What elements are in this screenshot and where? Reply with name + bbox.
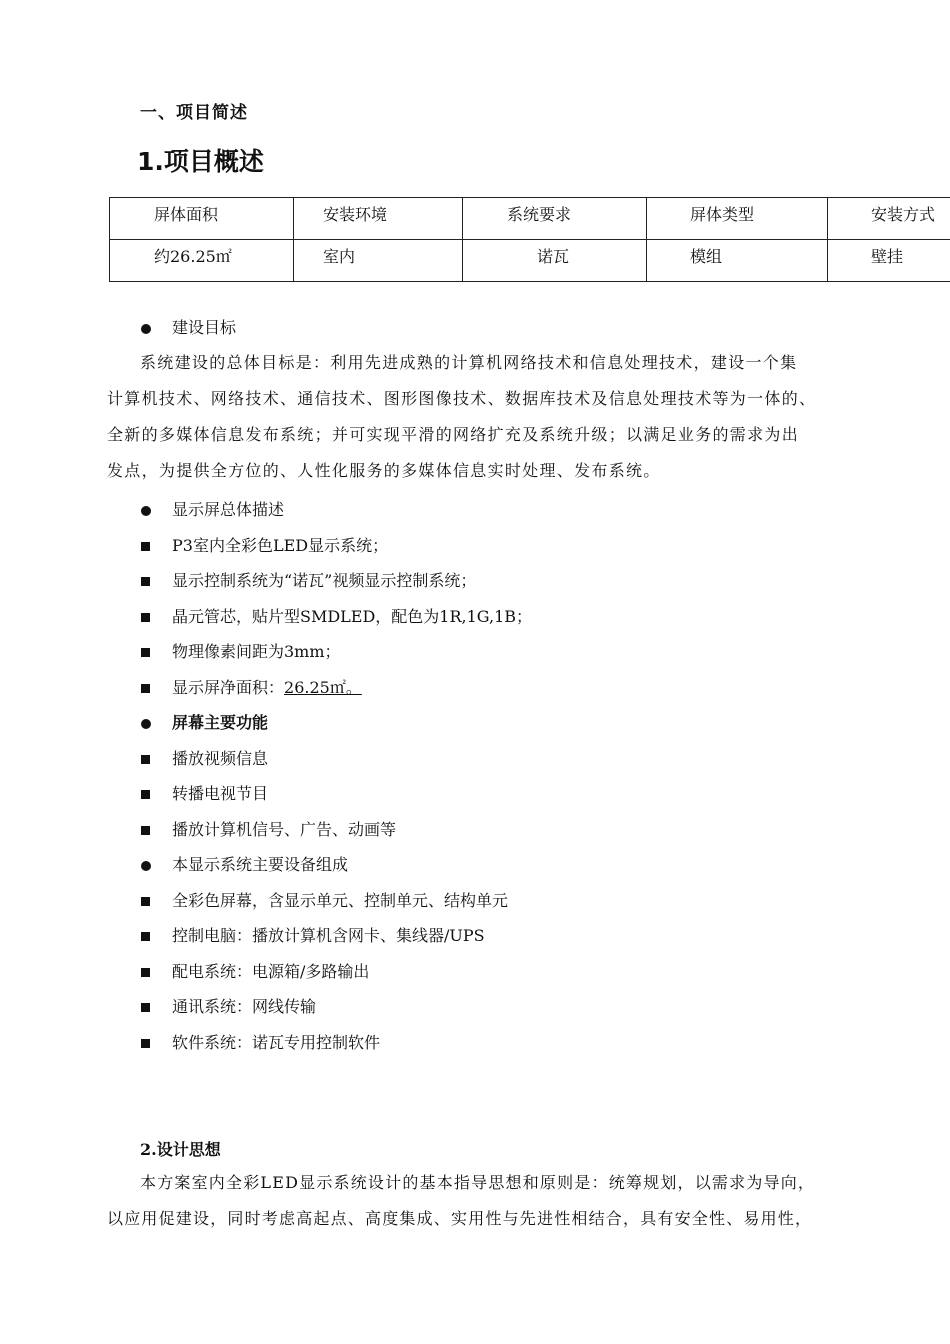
bullet-square-icon <box>141 684 150 693</box>
table-cell: 模组 <box>647 240 828 282</box>
bullet-dot-icon <box>141 324 151 334</box>
list-item: 屏幕主要功能 <box>140 713 268 733</box>
list-item: 全彩色屏幕，含显示单元、控制单元、结构单元 <box>140 891 508 911</box>
list-item: 晶元管芯，贴片型SMDLED，配色为1R,1G,1B； <box>140 607 532 627</box>
list-item: 显示屏净面积：26.25㎡。 <box>140 678 362 698</box>
list-item: 显示控制系统为“诺瓦”视频显示控制系统； <box>140 571 476 591</box>
bullet-square-icon <box>141 932 150 941</box>
goal-label: 建设目标 <box>172 318 237 337</box>
area-value: 26.25㎡。 <box>284 678 362 697</box>
bullet-square-icon <box>141 826 150 835</box>
table-cell: 诺瓦 <box>463 240 647 282</box>
table-header-row <box>110 198 950 240</box>
design-heading: 2.设计思想 <box>140 1140 221 1159</box>
bullet-square-icon <box>141 577 150 586</box>
list-item: 控制电脑：播放计算机含网卡、集线器/UPS <box>140 926 485 946</box>
overview-heading: 1.项目概述 <box>137 147 264 176</box>
list-item: 转播电视节目 <box>140 784 268 804</box>
bullet-square-icon <box>141 790 150 799</box>
bullet-square-icon <box>141 613 150 622</box>
overview-table <box>109 197 950 282</box>
list-item: 物理像素间距为3mm； <box>140 642 341 662</box>
bullet-square-icon <box>141 648 150 657</box>
goal-paragraph-line: 系统建设的总体目标是：利用先进成熟的计算机网络技术和信息处理技术，建设一个集 <box>140 353 798 372</box>
table-cell: 壁挂 <box>828 240 950 282</box>
bullet-square-icon <box>141 755 150 764</box>
bullet-square-icon <box>141 968 150 977</box>
list-item <box>140 318 236 338</box>
goal-paragraph-line: 全新的多媒体信息发布系统；并可实现平滑的网络扩充及系统升级；以满足业务的需求为出 <box>107 425 800 444</box>
design-paragraph-line: 本方案室内全彩LED显示系统设计的基本指导思想和原则是：统筹规划，以需求为导向， <box>140 1173 816 1192</box>
bullet-dot-icon <box>141 861 151 871</box>
bullet-square-icon <box>141 1039 150 1048</box>
section-heading: 一、项目简述 <box>140 103 248 123</box>
table-cell: 屏体面积 <box>110 198 294 240</box>
list-item: 配电系统：电源箱/多路输出 <box>140 962 369 982</box>
table-cell: 室内 <box>294 240 463 282</box>
bullet-dot-icon <box>141 506 151 516</box>
bullet-square-icon <box>141 542 150 551</box>
list-item: 显示屏总体描述 <box>140 500 284 520</box>
list-item: P3室内全彩色LED显示系统； <box>140 536 388 556</box>
bullet-square-icon <box>141 1003 150 1012</box>
table-cell: 系统要求 <box>463 198 647 240</box>
list-item: 通讯系统：网线传输 <box>140 997 316 1017</box>
list-item: 播放视频信息 <box>140 749 268 769</box>
table-row <box>110 240 950 282</box>
goal-paragraph-line: 发点，为提供全方位的、人性化服务的多媒体信息实时处理、发布系统。 <box>107 461 661 480</box>
table-cell: 安装方式 <box>828 198 950 240</box>
design-paragraph-line: 以应用促建设，同时考虑高起点、高度集成、实用性与先进性相结合，具有安全性、易用性， <box>107 1209 813 1228</box>
bullet-square-icon <box>141 897 150 906</box>
list-item: 本显示系统主要设备组成 <box>140 855 348 875</box>
table-cell: 约26.25㎡ <box>110 240 294 282</box>
table-cell: 屏体类型 <box>647 198 828 240</box>
bullet-dot-icon <box>141 719 151 729</box>
list-item: 播放计算机信号、广告、动画等 <box>140 820 396 840</box>
goal-paragraph-line: 计算机技术、网络技术、通信技术、图形图像技术、数据库技术及信息处理技术等为一体的、 <box>107 389 817 408</box>
list-item: 软件系统：诺瓦专用控制软件 <box>140 1033 380 1053</box>
table-cell: 安装环境 <box>294 198 463 240</box>
